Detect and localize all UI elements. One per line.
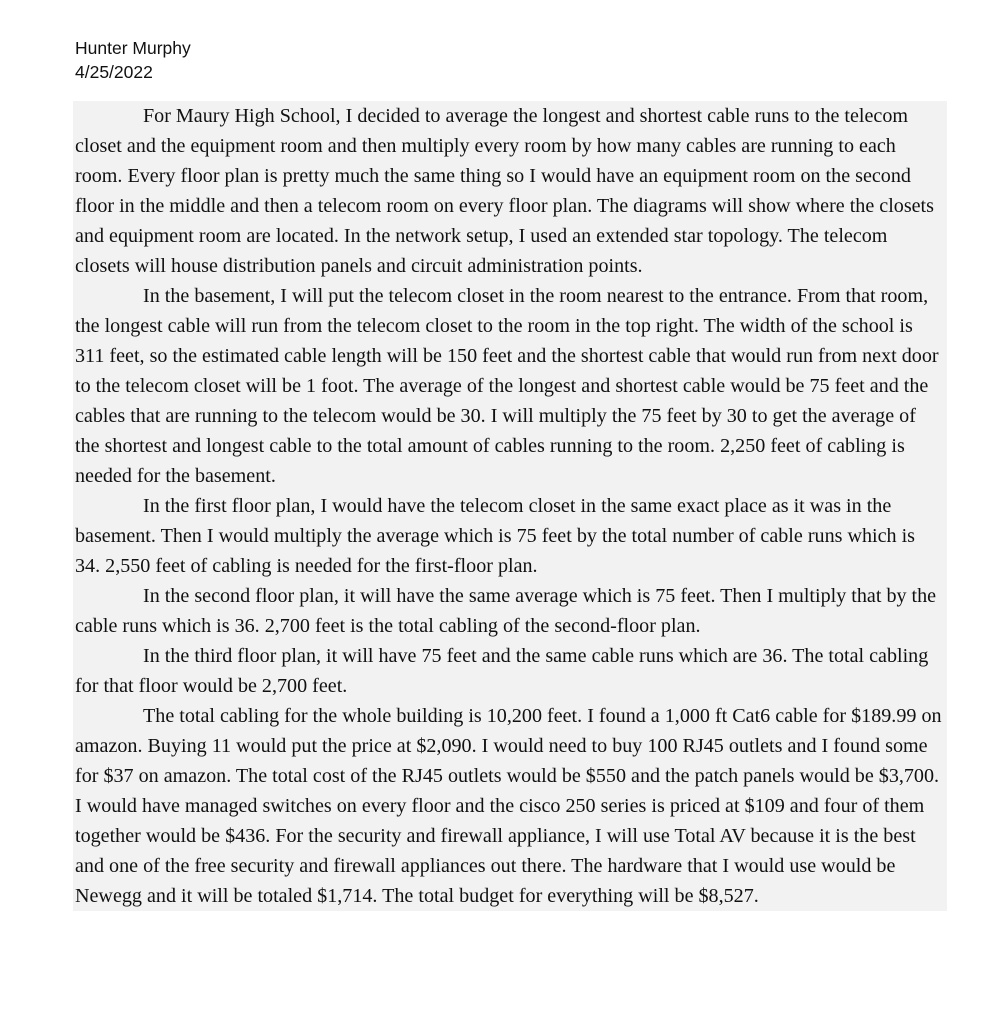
- document-date: 4/25/2022: [75, 62, 153, 82]
- paragraph-third-floor: In the third floor plan, it will have 75 feet and the same cable runs which are 36. The total cabling for that floor would be 2,700 feet.: [75, 645, 929, 697]
- essay-body: [73, 101, 947, 911]
- paragraph-second-floor: In the second floor plan, it will have the same average which is 75 feet. Then I multiply that by the cable runs which is 36. 2,700 feet is the total cabling of the second-floor plan.: [75, 585, 937, 637]
- paragraph-intro: For Maury High School, I decided to average the longest and shortest cable runs to the telecom closet and the equipment room and then multiply every room by how many cables are running to each room. Every floor plan is pretty much the same thing so I would have an equipment room on the second floor in the middle and then a telecom room on every floor plan. The diagrams will show where the closets and equipment room are located. In the network setup, I used an extended star topology. The telecom closets will house distribution panels and circuit administration points.: [75, 105, 934, 277]
- paragraph-basement: In the basement, I will put the telecom closet in the room nearest to the entrance. From that room, the longest cable will run from the telecom closet to the room in the top right. The width of the school is 311 feet, so the estimated cable length will be 150 feet and the shortest cable that would run from next door to the telecom closet will be 1 foot. The average of the longest and shortest cable would be 75 feet and the cables that are running to the telecom would be 30. I will multiply the 75 feet by 30 to get the average of the shortest and longest cable to the total amount of cables running to the room. 2,250 feet of cabling is needed for the basement.: [75, 285, 939, 487]
- author-name: Hunter Murphy: [75, 38, 191, 58]
- paragraph-first-floor: In the first floor plan, I would have the telecom closet in the same exact place as it was in the basement. Then I would multiply the average which is 75 feet by the total number of cable runs which is 34. 2,550 feet of cabling is needed for the first-floor plan.: [75, 495, 915, 577]
- paragraph-budget: The total cabling for the whole building is 10,200 feet. I found a 1,000 ft Cat6 cable for $189.99 on amazon. Buying 11 would put the price at $2,090. I would need to buy 100 RJ45 outlets and I found some for $37 on amazon. The total cost of the RJ45 outlets would be $550 and the patch panels would be $3,700. I would have managed switches on every floor and the cisco 250 series is priced at $109 and four of them together would be $436. For the security and firewall appliance, I will use Total AV because it is the best and one of the free security and firewall appliances out there. The hardware that I would use would be Newegg and it will be totaled $1,714. The total budget for everything will be $8,527.: [75, 705, 942, 907]
- document-header: [75, 36, 191, 84]
